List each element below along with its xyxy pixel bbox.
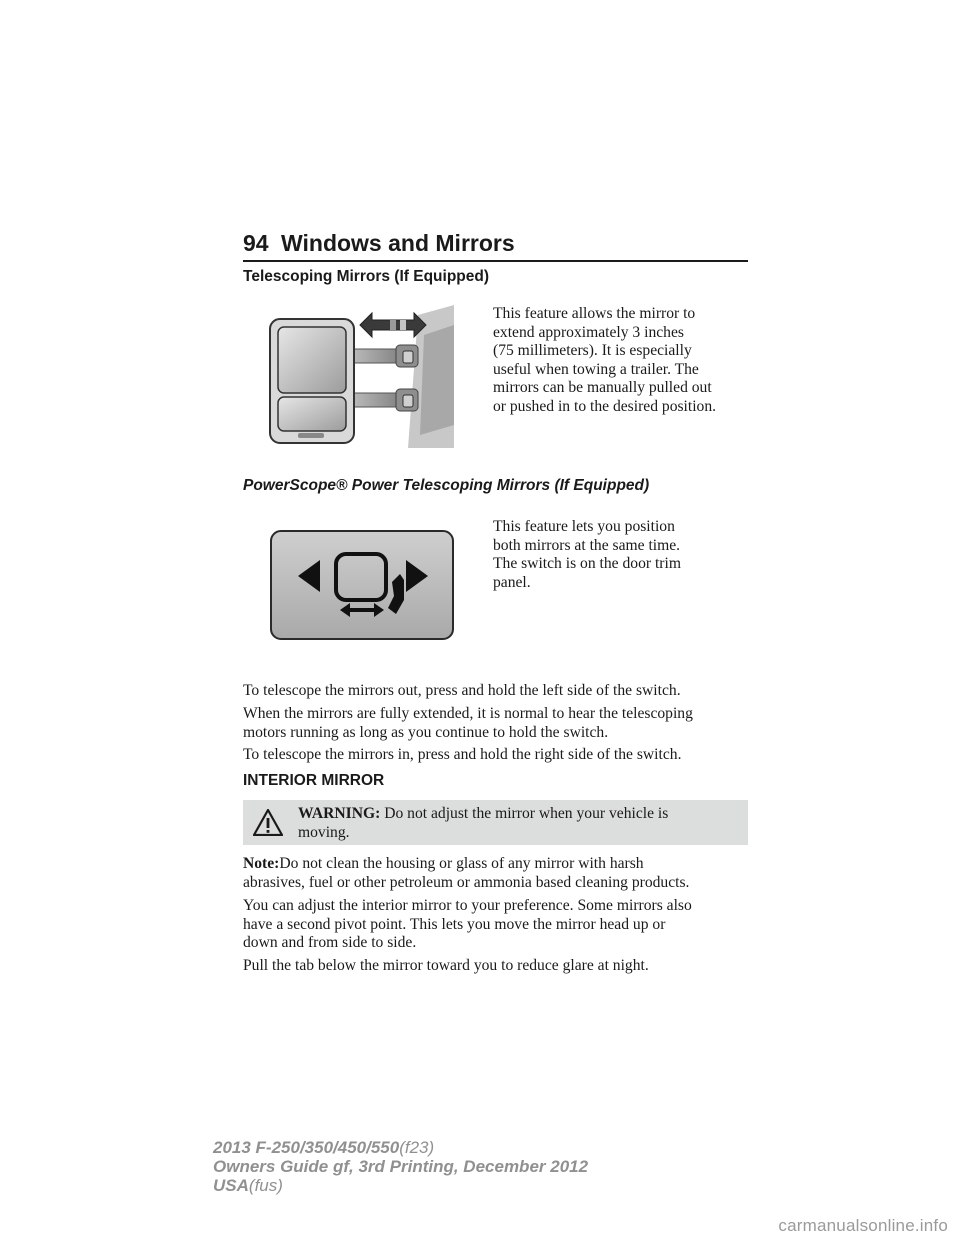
paragraph-adjust-line-3: down and from side to side. — [243, 934, 417, 951]
paragraph-glare: Pull the tab below the mirror toward you to reduce glare at night. — [243, 957, 649, 974]
note-line-1 — [243, 855, 644, 874]
powerscope-line-3: The switch is on the door trim — [493, 555, 681, 572]
footer-guide: Owners Guide gf, 3rd Printing, December 2012 — [213, 1157, 589, 1176]
telescoping-mirror-figure — [268, 305, 454, 448]
paragraph-telescope-in: To telescope the mirrors in, press and hold the right side of the switch. — [243, 746, 682, 763]
paragraph-extended-line-1: When the mirrors are fully extended, it is normal to hear the telescoping — [243, 705, 693, 722]
warning-box — [243, 800, 748, 845]
document-footer — [213, 1138, 713, 1195]
paragraph-adjust-line-1: You can adjust the interior mirror to your preference. Some mirrors also — [243, 897, 692, 914]
note-text-1: Do not clean the housing or glass of any mirror with harsh — [279, 855, 644, 872]
telescoping-line-5: mirrors can be manually pulled out — [493, 379, 712, 396]
paragraph-telescope-out: To telescope the mirrors out, press and hold the left side of the switch. — [243, 682, 681, 699]
warning-line-2: moving. — [298, 824, 350, 841]
chapter-title: Windows and Mirrors — [281, 230, 515, 256]
powerscope-line-2: both mirrors at the same time. — [493, 536, 681, 554]
telescoping-line-3: (75 millimeters). It is especially — [493, 342, 692, 359]
powerscope-line-1: This feature lets you position — [493, 518, 675, 535]
page-header — [243, 228, 748, 262]
interior-mirror-heading: INTERIOR MIRROR — [243, 772, 385, 789]
telescoping-line-2: extend approximately 3 inches — [493, 323, 684, 341]
warning-text — [298, 804, 738, 842]
watermark-link[interactable]: carmanualsonline.info — [778, 1216, 948, 1235]
warning-triangle-icon — [253, 809, 283, 836]
footer-market: USA — [213, 1176, 249, 1195]
warning-label: WARNING: — [298, 805, 381, 822]
telescoping-line-1: This feature allows the mirror to — [493, 305, 696, 322]
telescoping-line-4: useful when towing a trailer. The — [493, 360, 699, 378]
powerscope-line-4: panel. — [493, 573, 531, 591]
warning-line-1: Do not adjust the mirror when your vehicle is — [384, 805, 669, 822]
footer-model-code: (f23) — [399, 1138, 435, 1157]
telescoping-heading: Telescoping Mirrors (If Equipped) — [243, 268, 490, 285]
paragraph-extended-line-2: motors running as long as you continue to hold the switch. — [243, 723, 609, 741]
powerscope-heading: PowerScope® Power Telescoping Mirrors (If Equipped) — [243, 477, 650, 494]
footer-market-code: (fus) — [248, 1176, 283, 1195]
footer-model: 2013 F-250/350/450/550 — [213, 1138, 400, 1157]
powerscope-switch-figure — [270, 530, 454, 640]
paragraph-adjust-line-2: have a second pivot point. This lets you move the mirror head up or — [243, 915, 666, 933]
note-line-2: abrasives, fuel or other petroleum or ammonia based cleaning products. — [243, 873, 690, 891]
page-number: 94 — [243, 230, 269, 256]
note-label: Note: — [243, 855, 280, 872]
telescoping-line-6: or pushed in to the desired position. — [493, 397, 717, 415]
